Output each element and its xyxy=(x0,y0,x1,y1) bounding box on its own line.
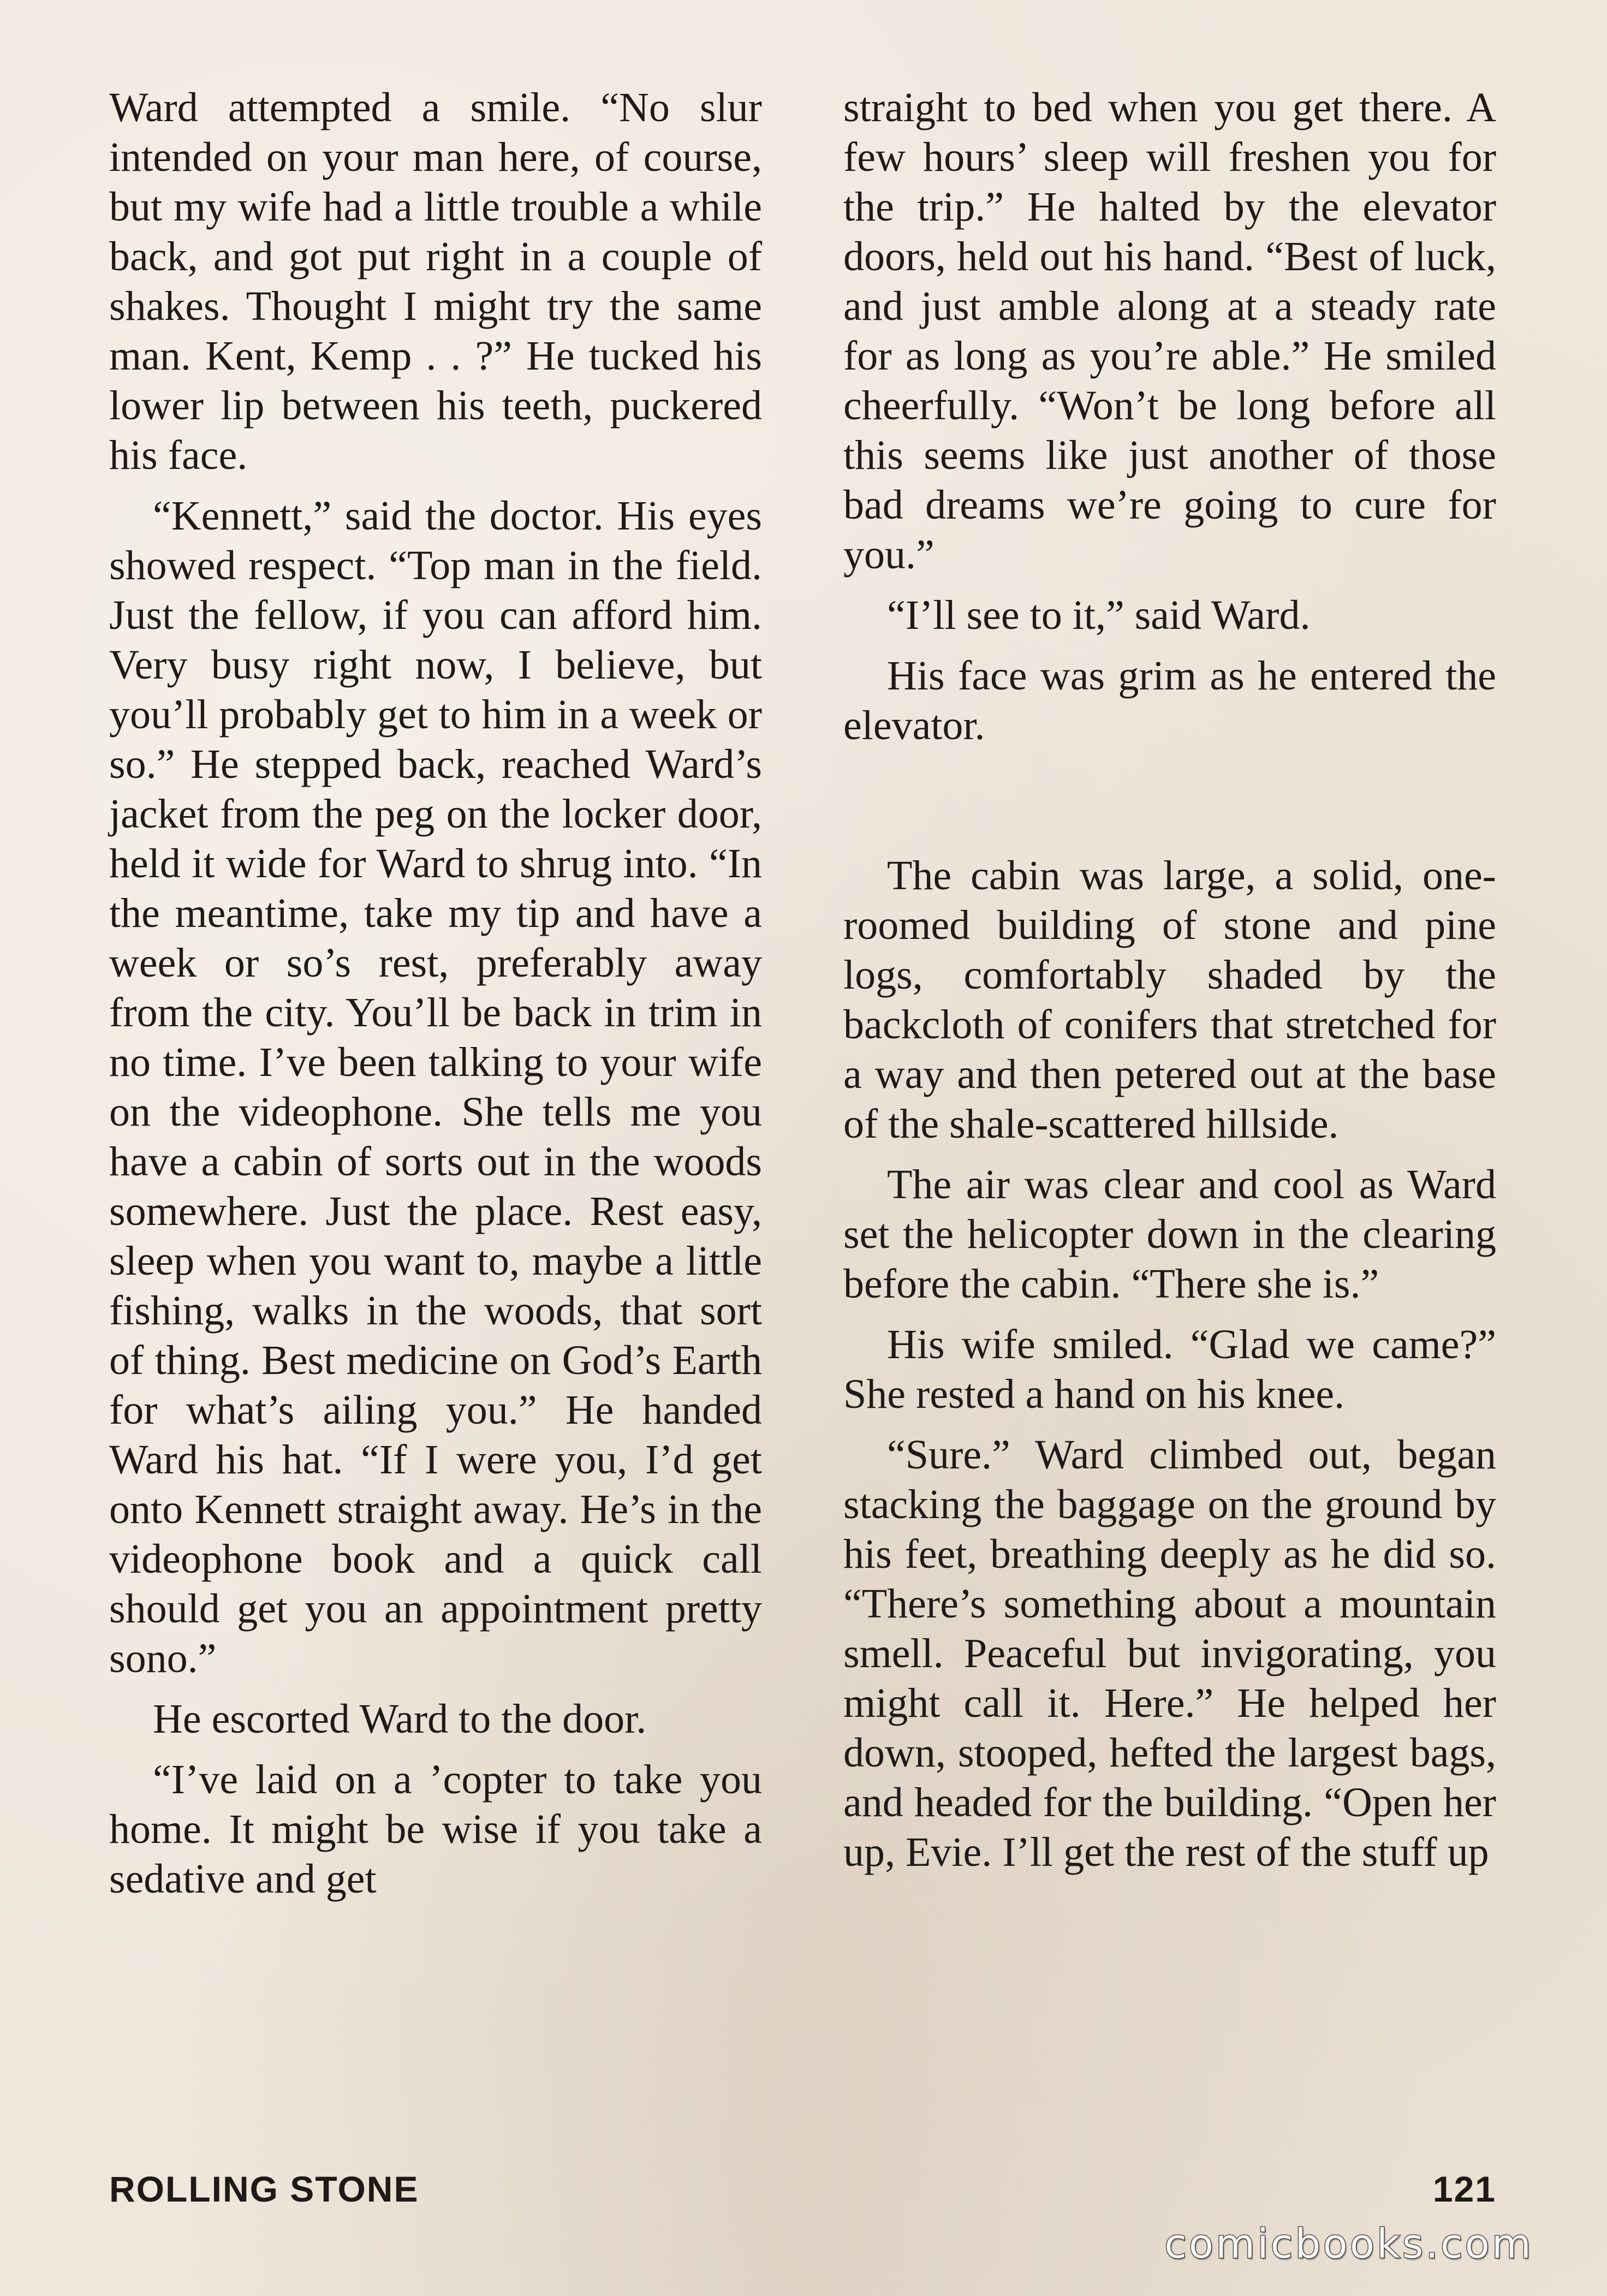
paragraph: “I’ve laid on a ’copter to take you home. It might be wise if you take a sedative and get xyxy=(109,1757,762,1902)
paragraph: Ward attempted a smile. “No slur intended on your man here, of course, but my wife had a little trouble a while back, and got put right in a couple of shakes. Thought I might try the same man. Kent, Kemp . . ?” He tucked his lower lip between his teeth, puckered his face. xyxy=(109,85,762,478)
paragraph: The air was clear and cool as Ward set the helicopter down in the clearing before the cabin. “There she is.” xyxy=(843,1162,1496,1307)
text-column-left xyxy=(109,83,762,1915)
paragraph: His wife smiled. “Glad we came?” She rested a hand on his knee. xyxy=(843,1322,1496,1417)
text-column-right xyxy=(843,83,1496,1888)
paragraph: “I’ll see to it,” said Ward. xyxy=(887,592,1311,638)
watermark: comicbooks.com xyxy=(1164,2221,1533,2268)
section-first-paragraph: The cabin was large, a solid, one-roomed building of stone and pine logs, comfortably shaded by the backcloth of conifers that stretched for a way and then petered out at the base of the shale-scattered hillside. xyxy=(843,853,1496,1147)
page-footer xyxy=(109,2168,1496,2223)
paragraph: straight to bed when you get there. A few hours’ sleep will freshen you for the trip.” He halted by the elevator doors, held out his hand. “Best of luck, and just amble along at a steady rate for as long as you’re able.” He smiled cheerfully. “Won’t be long before all this seems like just another of those bad dreams we’re going to cure for you.” xyxy=(843,85,1496,578)
page-number: 121 xyxy=(1432,2169,1496,2209)
running-title: ROLLING STONE xyxy=(109,2169,419,2209)
paragraph: His face was grim as he entered the elevator. xyxy=(843,653,1496,748)
paragraph: “Sure.” Ward climbed out, began stacking the baggage on the ground by his feet, breathing deeply as he did so. “There’s something about a mountain smell. Peaceful but invigorating, you might call it. Here.” He helped her down, stooped, hefted the largest bags, and headed for the building. “Open her up, Evie. I’ll get the rest of the stuff up xyxy=(843,1432,1496,1875)
paragraph: “Kennett,” said the doctor. His eyes showed respect. “Top man in the field. Just the fellow, if you can afford him. Very busy right now, I believe, but you’ll probably get to him in a week or so.” He stepped back, reached Ward’s jacket from the peg on the locker door, held it wide for Ward to shrug into. “In the meantime, take my tip and have a week or so’s rest, preferably away from the city. You’ll be back in trim in no time. I’ve been talking to your wife on the videophone. She tells me you have a cabin of sorts out in the woods somewhere. Just the place. Rest easy, sleep when you want to, maybe a little fishing, walks in the woods, that sort of thing. Best medicine on God’s Earth for what’s ailing you.” He handed Ward his hat. “If I were you, I’d get onto Kennett straight away. He’s in the videophone book and a quick call should get you an appointment pretty sono.” xyxy=(109,493,762,1681)
paragraph: He escorted Ward to the door. xyxy=(153,1696,647,1742)
